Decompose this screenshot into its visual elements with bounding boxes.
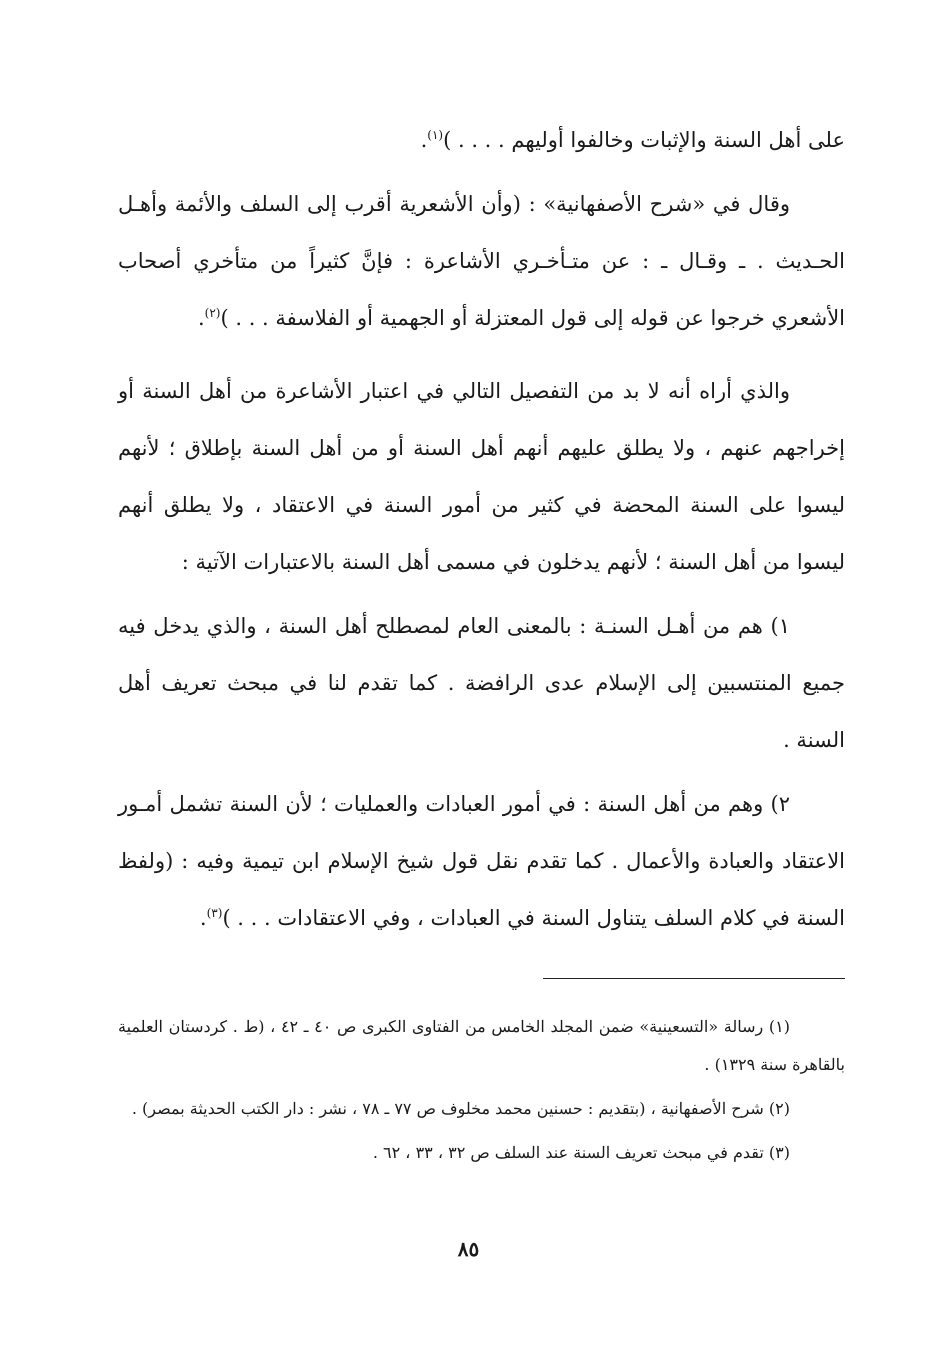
body-text <box>118 112 845 947</box>
footnote-separator <box>543 978 845 979</box>
footnotes <box>118 1008 845 1178</box>
footnote-1: (١) رسالة «التسعينية» ضمن المجلد الخامس من الفتاوى الكبرى ص ٤٠ ـ ٤٢ ، (ط . كردستان العلمية بالقاهرة سنة ١٣٢٩) . <box>118 1017 845 1074</box>
page-number: ٨٥ <box>457 1237 480 1261</box>
footnote-ref-3: (٣) <box>206 906 223 920</box>
paragraph-point-2 <box>118 776 845 947</box>
paragraph-isfahaniyya-quote <box>118 176 845 347</box>
paragraph-5-text: ٢) وهم من أهل السنة : في أمور العبادات والعمليات ؛ لأن السنة تشمل أمـور الاعتقاد والعبادة والأعمال . كما تقدم نقل قول شيخ الإسلام ابن تيمية وفيه : (ولفظ السنة في كلام السلف يتناول السنة في العبادات ، وفي الاعتقادات . . . ) <box>118 792 845 930</box>
footnote-ref-2: (٢) <box>204 306 221 320</box>
paragraph-continuation <box>118 112 845 169</box>
footnote-2: (٢) شرح الأصفهانية ، (بتقديم : حسنين محمد مخلوف ص ٧٧ ـ ٧٨ ، نشر : دار الكتب الحديثة بمصر) . <box>131 1099 790 1118</box>
paragraph-author-view: والذي أراه أنه لا بد من التفصيل التالي في اعتبار الأشاعرة من أهل السنة أو إخراجهم عنهم ، ولا يطلق عليهم أنهم أهل السنة أو من أهل السنة بإطلاق ؛ لأنهم ليسوا على السنة المحضة في كثير من أمور السنة في الاعتقاد ، ولا يطلق أنهم ليسوا من أهل السنة ؛ لأنهم يدخلون في مسمى أهل السنة بالاعتبارات الآتية : <box>118 379 845 574</box>
paragraph-1-end: . <box>420 128 428 152</box>
paragraph-5-end: . <box>199 906 207 930</box>
paragraph-2-text: وقال في «شرح الأصفهانية» : (وأن الأشعرية أقرب إلى السلف والأئمة وأهـل الحـديث . ـ وقـال ـ : عن متـأخـري الأشاعرة : فإنَّ كثيراً من متأخري أصحاب الأشعري خرجوا عن قوله إلى قول المعتزلة أو الجهمية أو الفلاسفة . . . ) <box>118 192 845 330</box>
paragraph-2-end: . <box>197 306 205 330</box>
footnote-ref-1: (١) <box>427 128 444 142</box>
footnote-3: (٣) تقدم في مبحث تعريف السنة عند السلف ص ٣٢ ، ٣٣ ، ٦٢ . <box>372 1143 790 1162</box>
paragraph-point-1: ١) هم من أهـل السنـة : بالمعنى العام لمصطلح أهل السنة ، والذي يدخل فيه جميع المنتسبين إلى الإسلام عدى الرافضة . كما تقدم لنا في مبحث تعريف أهل السنة . <box>118 614 845 752</box>
paragraph-1-text: على أهل السنة والإثبات وخالفوا أوليهم . . . . ) <box>443 128 845 152</box>
page-content <box>118 112 845 1162</box>
